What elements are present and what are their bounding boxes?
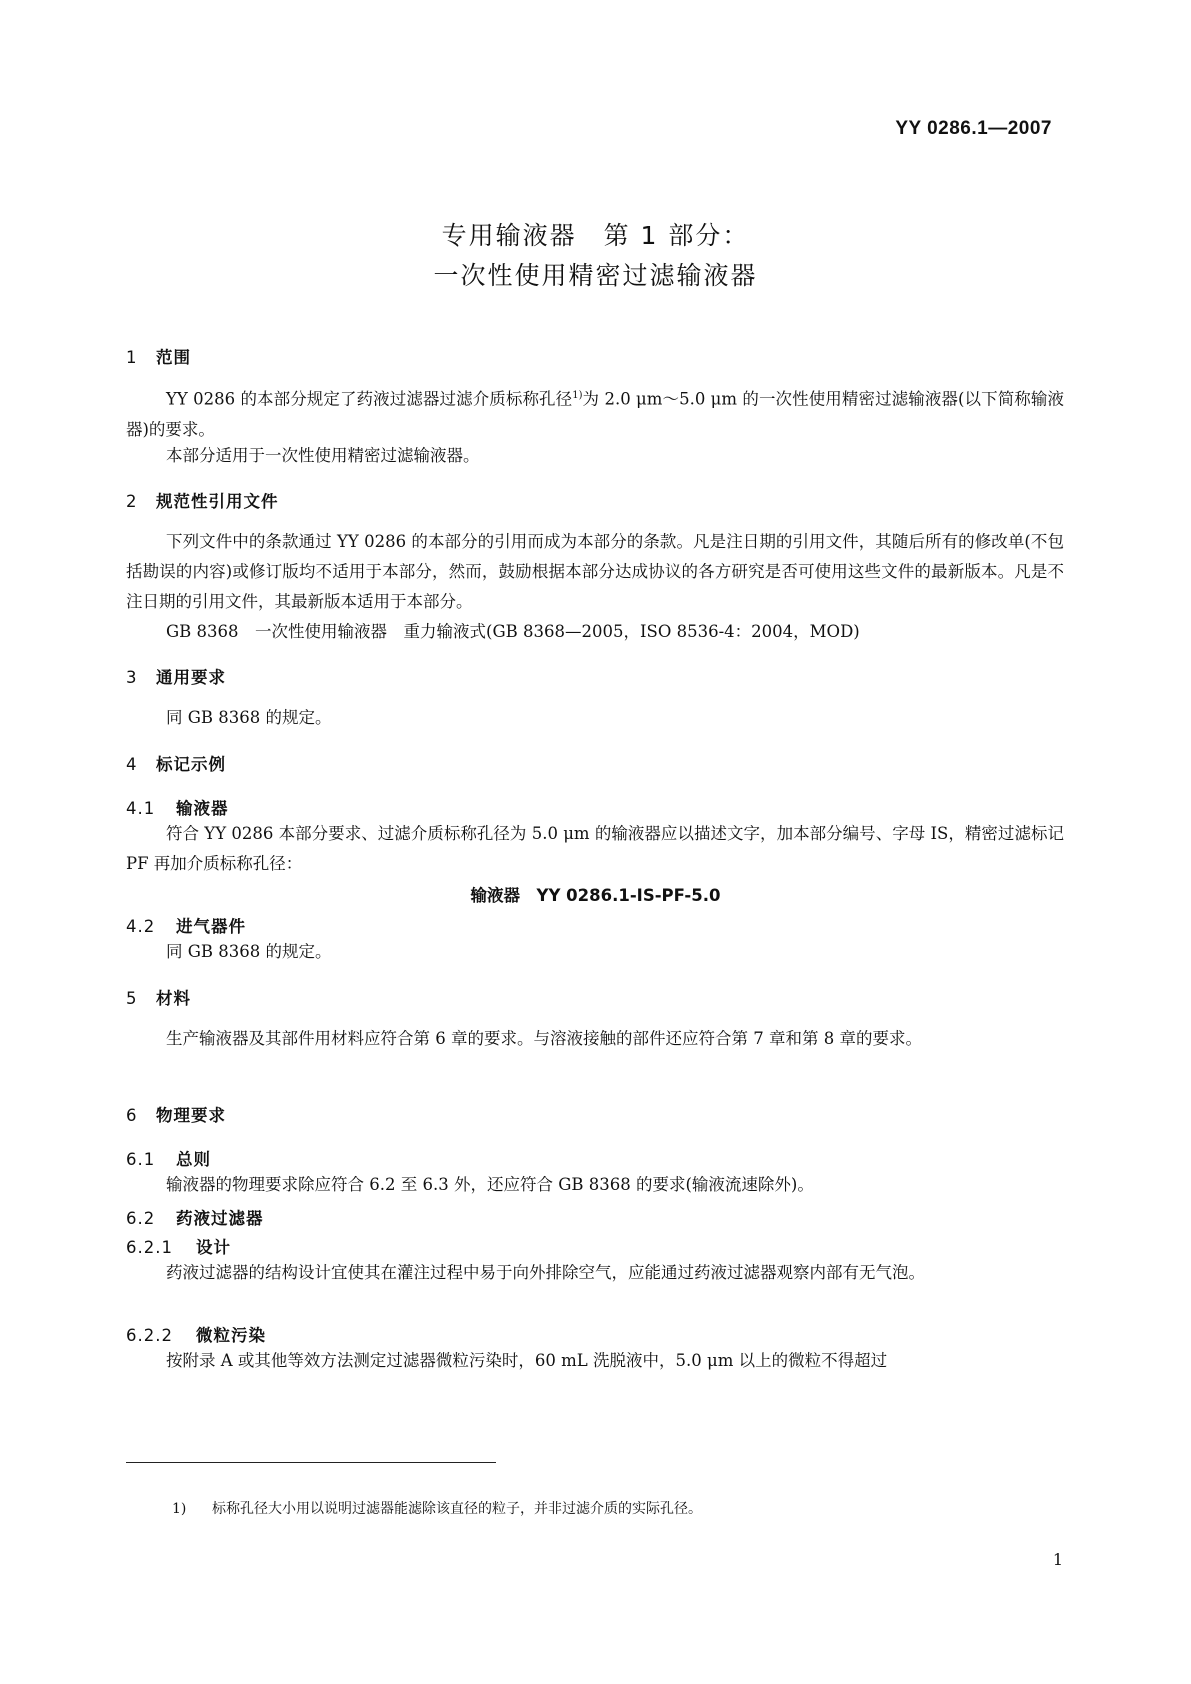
section-title: 物理要求 <box>156 1106 226 1125</box>
section-number: 1 <box>126 348 138 367</box>
document-title-line1: 专用输液器 第 1 部分： <box>441 221 750 250</box>
standard-number: YY 0286.1—2007 <box>895 118 1052 139</box>
section-title: 总则 <box>176 1150 211 1169</box>
section-title: 进气器件 <box>176 917 246 936</box>
section-heading-6-2-1 <box>126 1234 231 1258</box>
section-number: 2 <box>126 492 138 511</box>
section-title: 范围 <box>156 348 191 367</box>
example-code: YY 0286.1-IS-PF-5.0 <box>536 886 721 905</box>
section-heading-3 <box>126 664 226 688</box>
paragraph-particulate: 按附录 A 或其他等效方法测定过滤器微粒污染时，60 mL 洗脱液中，5.0 μm 以上的微粒不得超过 <box>166 1351 888 1370</box>
section-heading-4-2 <box>126 913 246 937</box>
section-heading-6-1 <box>126 1146 211 1170</box>
section-heading-4-1 <box>126 795 229 819</box>
footnote-text: 标称孔径大小用以说明过滤器能滤除该直径的粒子，并非过滤介质的实际孔径。 <box>212 1501 702 1517</box>
section-title: 通用要求 <box>156 668 226 687</box>
paragraph-general-req: 同 GB 8368 的规定。 <box>166 708 332 727</box>
paragraph-design: 药液过滤器的结构设计宜使其在灌注过程中易于向外排除空气，应能通过药液过滤器观察内部有无气泡。 <box>166 1263 925 1282</box>
section-number: 4.1 <box>126 799 156 818</box>
example-label: 输液器 <box>470 886 521 905</box>
paragraph-scope-1 <box>126 381 1064 445</box>
section-number: 3 <box>126 668 138 687</box>
section-heading-1 <box>126 344 191 368</box>
section-title: 标记示例 <box>156 755 226 774</box>
section-number: 5 <box>126 989 138 1008</box>
section-title: 微粒污染 <box>196 1326 266 1345</box>
section-title: 材料 <box>156 989 191 1008</box>
section-number: 6.1 <box>126 1150 156 1169</box>
section-heading-2 <box>126 488 279 512</box>
section-number: 6.2.1 <box>126 1238 173 1257</box>
section-title: 输液器 <box>176 799 229 818</box>
text: YY 0286 的本部分规定了药液过滤器过滤介质标称孔径 <box>166 389 573 409</box>
section-title: 规范性引用文件 <box>156 492 279 511</box>
section-heading-6-2 <box>126 1205 264 1229</box>
paragraph-materials: 生产输液器及其部件用材料应符合第 6 章的要求。与溶液接触的部件还应符合第 7 章和第 8 章的要求。 <box>166 1029 922 1048</box>
section-number: 6 <box>126 1106 138 1125</box>
marking-example <box>0 882 1191 906</box>
paragraph-scope-2: 本部分适用于一次性使用精密过滤输液器。 <box>166 446 480 465</box>
paragraph-marking: 符合 YY 0286 本部分要求、过滤介质标称孔径为 5.0 μm 的输液器应以描述文字，加本部分编号、字母 IS，精密过滤标记 PF 再加介质标称孔径： <box>126 824 1064 873</box>
document-title-line2: 一次性使用精密过滤输液器 <box>433 261 758 290</box>
footnote-rule <box>126 1462 496 1463</box>
section-number: 4.2 <box>126 917 156 936</box>
page-number: 1 <box>1052 1550 1063 1569</box>
section-number: 4 <box>126 755 138 774</box>
section-number: 6.2.2 <box>126 1326 173 1345</box>
section-title: 药液过滤器 <box>176 1209 264 1228</box>
section-number: 6.2 <box>126 1209 156 1228</box>
footnote-ref: 1) <box>572 390 583 401</box>
paragraph-general: 输液器的物理要求除应符合 6.2 至 6.3 外，还应符合 GB 8368 的要求(输液流速除外)。 <box>166 1175 814 1194</box>
section-heading-6-2-2 <box>126 1322 266 1346</box>
paragraph-air-inlet: 同 GB 8368 的规定。 <box>166 942 332 961</box>
section-heading-4 <box>126 751 226 775</box>
footnote-mark: 1) <box>172 1501 187 1517</box>
footnote <box>172 1498 702 1518</box>
text: 为 2.0 μm～5.0 μm 的一次性使用精密过滤输液器(以下简称输液器)的要求。 <box>126 389 1064 439</box>
section-title: 设计 <box>196 1238 231 1257</box>
section-heading-6 <box>126 1102 226 1126</box>
paragraph-references: 下列文件中的条款通过 YY 0286 的本部分的引用而成为本部分的条款。凡是注日期的引用文件，其随后所有的修改单(不包括勘误的内容)或修订版均不适用于本部分，然而，鼓励根据本部分达成协议的各方研究是否可使用这些文件的最新版本。凡是不注日期的引用文件，其最新版本适用于本部分。 <box>126 532 1064 611</box>
reference-gb8368: GB 8368 一次性使用输液器 重力输液式(GB 8368—2005，ISO 8536-4：2004，MOD) <box>166 622 860 641</box>
section-heading-5 <box>126 985 191 1009</box>
